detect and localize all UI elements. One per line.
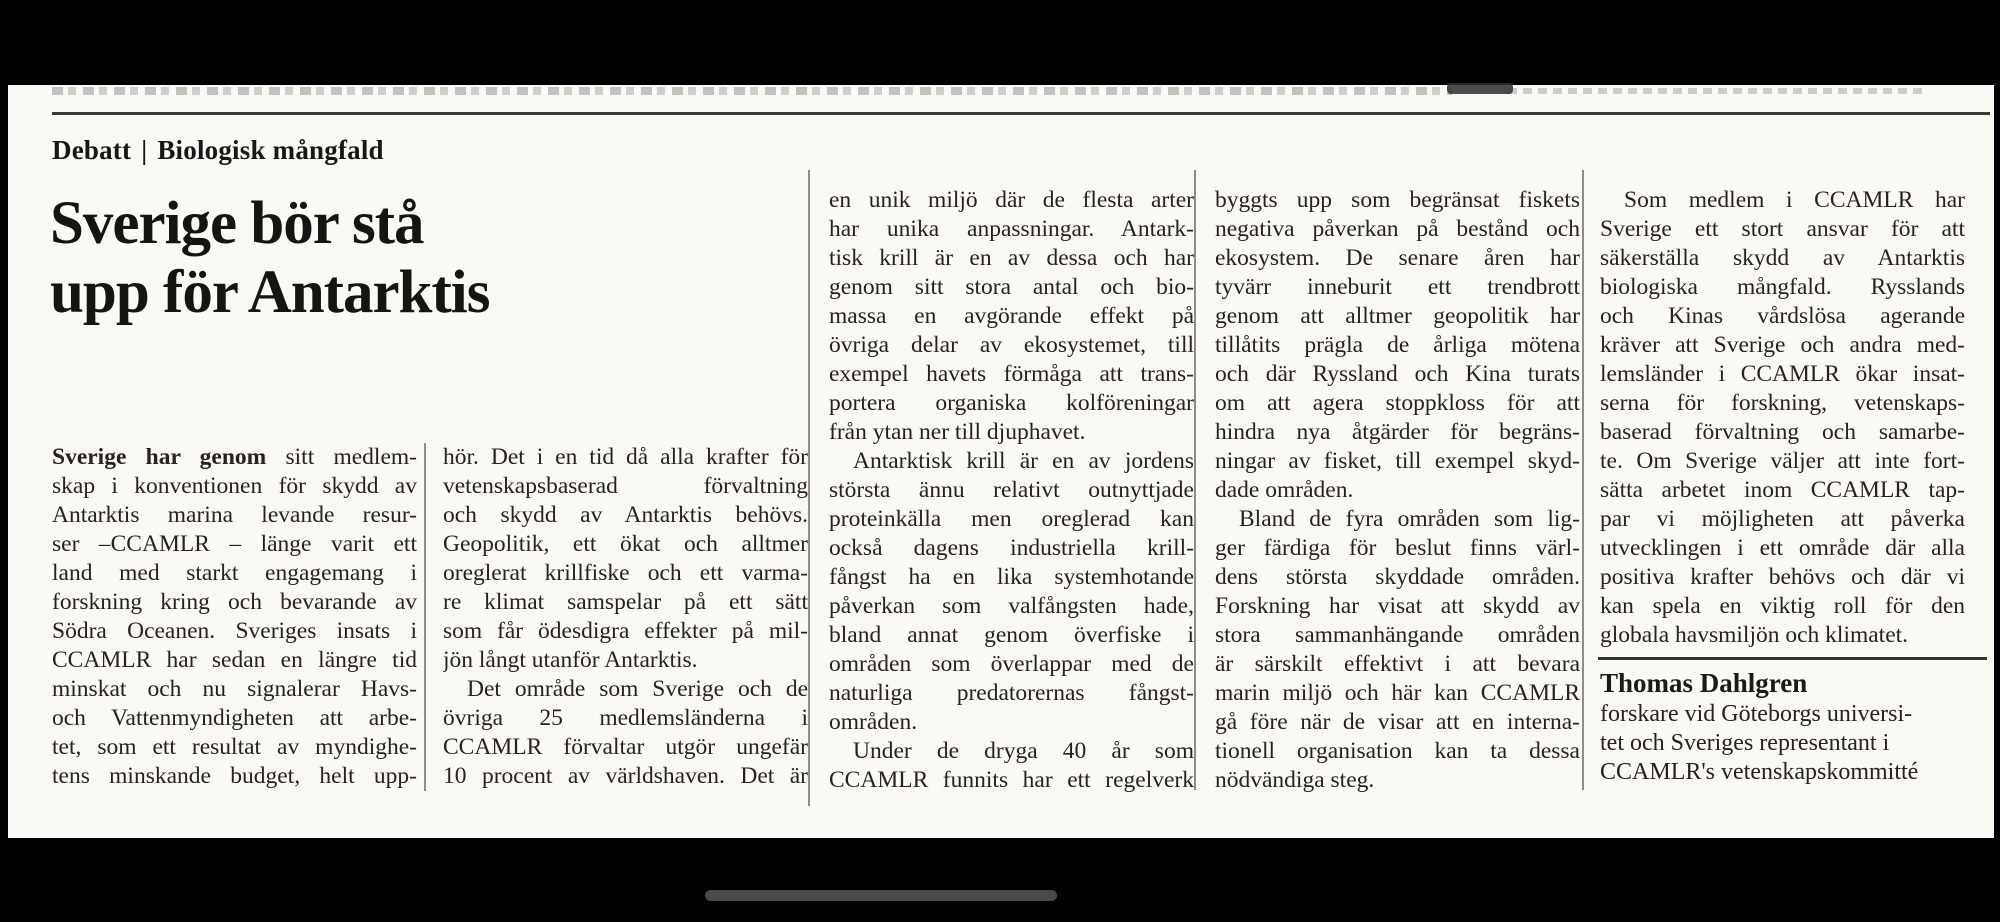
column-rule: [1582, 170, 1584, 790]
body-text-line: som får ödesdigra effekter på mil-: [443, 618, 808, 644]
body-text-line: tet, som ett resultat av myndighe-: [52, 734, 417, 760]
cutoff-text-strip: [1508, 88, 1928, 94]
body-text-line: områden.: [829, 709, 918, 735]
body-text-line: Sverige har genom sitt medlem-: [52, 444, 417, 470]
byline-role-line: CCAMLR's vetenskapskommitté: [1600, 759, 1919, 785]
body-text-line: minskat och nu signalerar Havs-: [52, 676, 417, 702]
byline-role-line: tet och Sveriges representant i: [1600, 730, 1890, 756]
body-text-line: stora sammanhängande områden: [1215, 622, 1580, 648]
body-text-line: om att agera stoppkloss för att: [1215, 390, 1580, 416]
body-text-line: negativa påverkan på bestånd och: [1215, 216, 1580, 242]
body-text-line: också dagens industriella krill-: [829, 535, 1194, 561]
body-text-line: Forskning har visat att skydd av: [1215, 593, 1580, 619]
article-page: [8, 85, 1994, 838]
body-text-line: forskning kring och bevarande av: [52, 589, 417, 615]
body-text-line: och Kinas vårdslösa agerande: [1600, 303, 1965, 329]
body-text-line: Sverige ett stort ansvar för att: [1600, 216, 1965, 242]
body-text-line: tens minskande budget, helt upp-: [52, 763, 417, 789]
body-text-line: Södra Oceanen. Sveriges insats i: [52, 618, 417, 644]
body-text-line: ger färdiga för beslut finns värl-: [1215, 535, 1580, 561]
column-rule: [424, 443, 426, 791]
body-text-line: dade områden.: [1215, 477, 1354, 503]
body-text-line: par vi möjligheten att påverka: [1600, 506, 1965, 532]
body-text-line: serna för forskning, vetenskaps-: [1600, 390, 1965, 416]
body-text-line: kan spela en viktig roll för den: [1600, 593, 1965, 619]
body-text-line: byggts upp som begränsat fiskets: [1215, 187, 1580, 213]
body-text-line: fångst ha en lika systemhotande: [829, 564, 1194, 590]
body-text-line: utvecklingen i ett område där alla: [1600, 535, 1965, 561]
body-text-line: Som medlem i CCAMLR har: [1624, 187, 1965, 213]
cutoff-text-strip: [52, 87, 1452, 95]
body-text-line: säkerställa skydd av Antarktis: [1600, 245, 1965, 271]
byline-role-line: forskare vid Göteborgs universi-: [1600, 701, 1913, 727]
scrollbar-thumb[interactable]: [705, 890, 1057, 901]
body-text-line: Antarktis marina levande resur-: [52, 502, 417, 528]
body-column-4: [1215, 186, 1580, 795]
cutoff-text-fragment: [1447, 83, 1513, 94]
body-text-line: ser –CCAMLR – länge varit ett: [52, 531, 417, 557]
body-text-line: vetenskapsbaserad förvaltning: [443, 473, 808, 499]
body-text-line: ekosystem. De senare åren har: [1215, 245, 1580, 271]
body-text-line: land med starkt engagemang i: [52, 560, 417, 586]
byline-rule: [1598, 657, 1987, 660]
body-text-line: portera organiska kolföreningar: [829, 390, 1194, 416]
body-text-line: en unik miljö där de flesta arter: [829, 187, 1194, 213]
body-text-line: nödvändiga steg.: [1215, 767, 1375, 793]
body-text-line: övriga delar av ekosystemet, till: [829, 332, 1194, 358]
top-rule: [52, 112, 1990, 115]
body-text-line: övriga 25 medlemsländerna i: [443, 705, 808, 731]
body-text-line: Det område som Sverige och de: [467, 676, 808, 702]
body-text-line: dens största skyddade områden.: [1215, 564, 1580, 590]
section-kicker: [52, 135, 384, 166]
body-text-line: globala havsmiljön och klimatet.: [1600, 622, 1909, 648]
body-text-line: sätta arbetet inom CCAMLR tap-: [1600, 477, 1965, 503]
body-text-line: CCAMLR funnits har ett regelverk: [829, 767, 1194, 793]
body-text-line: 10 procent av världshaven. Det är: [443, 763, 808, 789]
body-text-line: te. Om Sverige väljer att inte fort-: [1600, 448, 1965, 474]
body-text-line: naturliga predatorernas fångst-: [829, 680, 1194, 706]
body-text-line: CCAMLR förvaltar utgör ungefär: [443, 734, 808, 760]
body-text-line: marin miljö och här kan CCAMLR: [1215, 680, 1580, 706]
body-text-line: Antarktisk krill är en av jordens: [853, 448, 1194, 474]
body-text-line: bland annat genom överfiske i: [829, 622, 1194, 648]
kicker-section: Debatt: [52, 135, 132, 165]
body-text-line: proteinkälla men oreglerad kan: [829, 506, 1194, 532]
body-text-line: och Vattenmyndigheten att arbe-: [52, 705, 417, 731]
body-text-line: största ännu relativt outnyttjade: [829, 477, 1194, 503]
body-text-line: och där Ryssland och Kina turats: [1215, 361, 1580, 387]
headline-line-1: Sverige bör stå: [50, 190, 424, 257]
body-text-line: positiva krafter behövs och där vi: [1600, 564, 1965, 590]
body-column-1: [52, 443, 417, 791]
body-text-line: exempel havets förmåga att trans-: [829, 361, 1194, 387]
article-headline: [50, 189, 490, 327]
body-text-line: från ytan ner till djuphavet.: [829, 419, 1086, 445]
body-text-line: ningar av fisket, till exempel skyd-: [1215, 448, 1580, 474]
body-text-line: biologiska mångfald. Rysslands: [1600, 274, 1965, 300]
body-text-line: genom sitt stora antal och bio-: [829, 274, 1194, 300]
body-text-line: kräver att Sverige och andra med-: [1600, 332, 1965, 358]
body-column-5: [1600, 186, 1965, 650]
body-text-line: lemsländer i CCAMLR ökar insat-: [1600, 361, 1965, 387]
body-text-line: tillåtits prägla de årliga mötena: [1215, 332, 1580, 358]
body-column-3: [829, 186, 1194, 795]
body-text-line: gå före när de visar att en interna-: [1215, 709, 1580, 735]
body-text-line: skap i konventionen för skydd av: [52, 473, 417, 499]
body-text-line: Geopolitik, ett ökat och alltmer: [443, 531, 808, 557]
body-text-line: oreglerat krillfiske och ett varma-: [443, 560, 808, 586]
body-text-line: tisk krill är en av dessa och har: [829, 245, 1194, 271]
body-text-line: baserad förvaltning och samarbe-: [1600, 419, 1965, 445]
body-text-line: hindra nya åtgärder för begräns-: [1215, 419, 1580, 445]
body-text-line: har unika anpassningar. Antark-: [829, 216, 1194, 242]
body-text-line: Under de dryga 40 år som: [853, 738, 1194, 764]
body-text-line: påverkan som valfångsten hade,: [829, 593, 1194, 619]
byline-role: [1600, 700, 1980, 787]
body-column-2: [443, 443, 808, 791]
kicker-separator: |: [141, 135, 148, 165]
headline-line-2: upp för Antarktis: [50, 259, 490, 326]
column-rule: [808, 170, 810, 806]
column-rule: [1194, 170, 1196, 790]
body-text-line: tyvärr inneburit ett trendbrott: [1215, 274, 1580, 300]
kicker-topic: Biologisk mångfald: [157, 135, 384, 165]
body-text-line: tionell organisation kan ta dessa: [1215, 738, 1580, 764]
body-text-line: CCAMLR har sedan en längre tid: [52, 647, 417, 673]
body-text-line: re klimat samspelar på ett sätt: [443, 589, 808, 615]
body-text-line: hör. Det i en tid då alla krafter för: [443, 444, 808, 470]
byline-name: Thomas Dahlgren: [1600, 668, 1808, 698]
body-text-line: är särskilt effektivt i att bevara: [1215, 651, 1580, 677]
body-text-line: jön långt utanför Antarktis.: [443, 647, 698, 673]
body-text-line: genom att alltmer geopolitik har: [1215, 303, 1580, 329]
body-text-line: Bland de fyra områden som lig-: [1239, 506, 1580, 532]
body-text-line: och skydd av Antarktis behövs.: [443, 502, 808, 528]
body-text-line: massa en avgörande effekt på: [829, 303, 1194, 329]
body-text-line: områden som överlappar med de: [829, 651, 1194, 677]
